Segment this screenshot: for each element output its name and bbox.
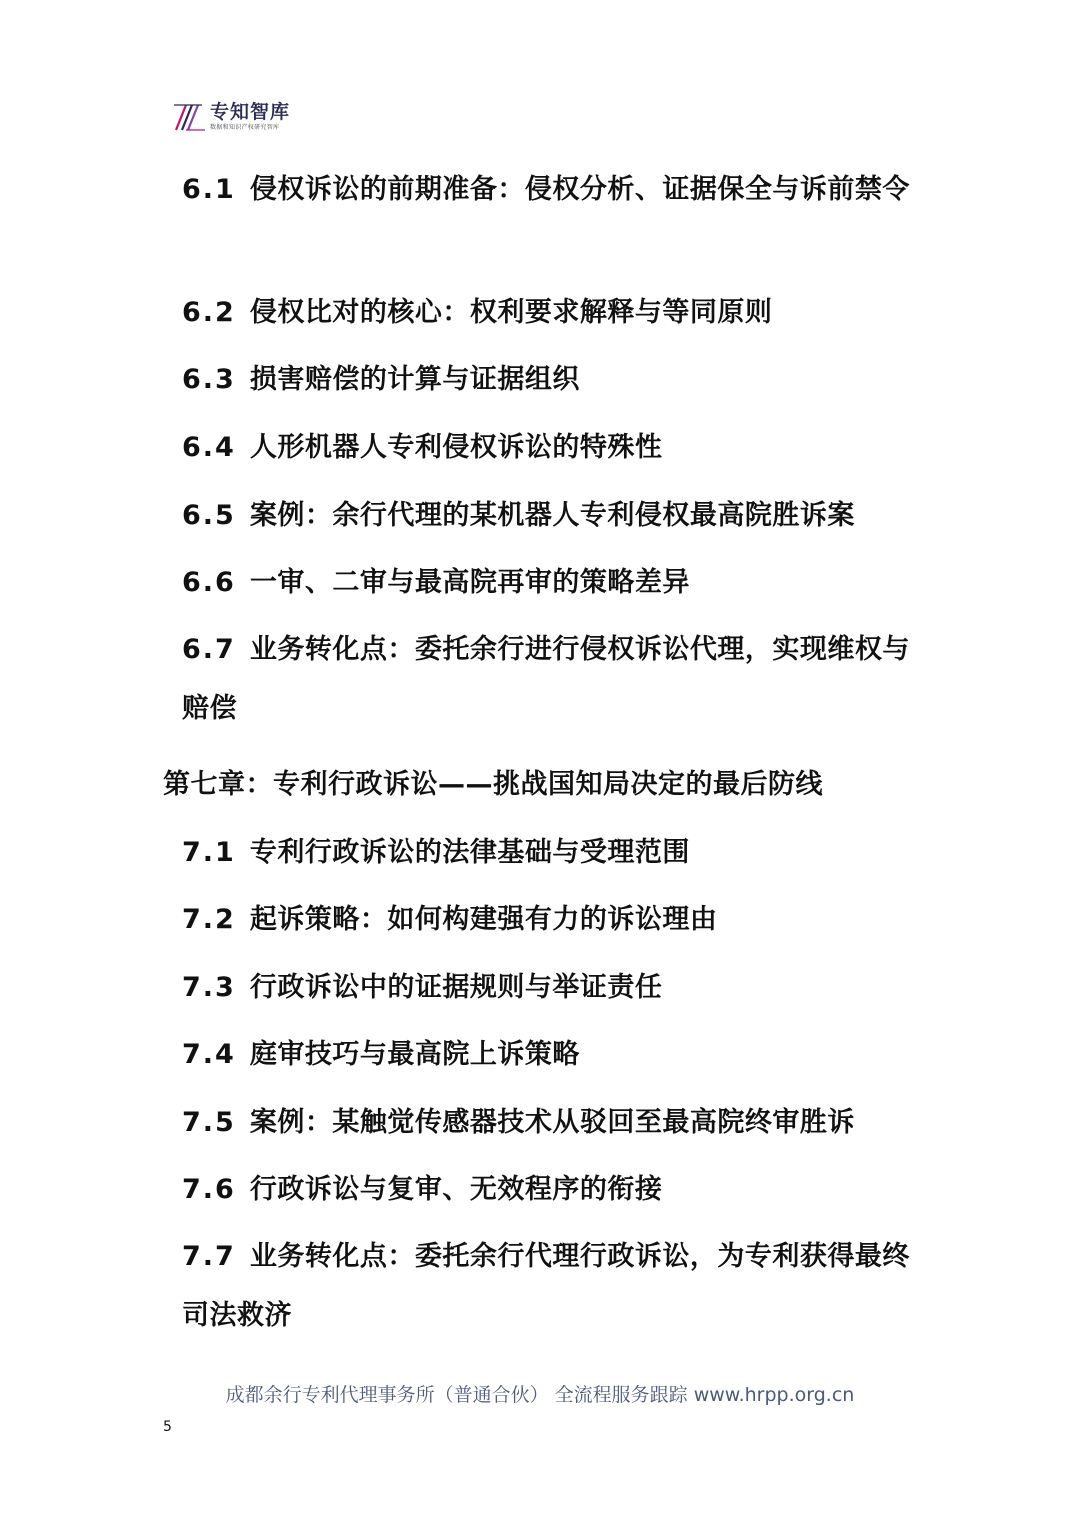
toc-item-6-6 [182,553,922,612]
toc-item-6-3 [182,350,922,409]
toc-number: 6.5 [182,500,236,531]
toc-text: 案例：余行代理的某机器人专利侵权最高院胜诉案 [249,500,855,531]
logo-name: 专知智库 [210,101,291,123]
toc-text: 人形机器人专利侵权诉讼的特殊性 [249,432,663,463]
toc-text: 起诉策略：如何构建强有力的诉讼理由 [249,904,718,935]
toc-item-7-2 [182,890,922,949]
toc-number: 6.1 [182,174,236,205]
toc-item-7-6 [182,1160,922,1219]
toc-item-7-4 [182,1025,922,1084]
logo-mark-icon [172,103,206,131]
toc-number: 6.2 [182,297,236,328]
chapter-heading: 第七章：专利行政诉讼——挑战国知局决定的最后防线 [163,769,823,800]
toc-text: 案例：某触觉传感器技术从驳回至最高院终审胜诉 [249,1107,855,1138]
toc-number: 6.6 [182,567,236,598]
toc-text: 庭审技巧与最高院上诉策略 [249,1039,580,1070]
toc-number: 7.1 [182,837,236,868]
toc-item-6-7 [182,620,922,738]
toc-item-7-5 [182,1093,922,1152]
toc-text: 损害赔偿的计算与证据组织 [249,364,580,395]
toc-text: 专利行政诉讼的法律基础与受理范围 [249,837,690,868]
toc-text: 业务转化点：委托余行代理行政诉讼，为专利获得最终司法救济 [182,1241,910,1331]
toc-item-7-7 [182,1227,922,1345]
company-logo [172,100,290,134]
toc-number: 6.7 [182,634,236,665]
toc-number: 7.6 [182,1174,236,1205]
toc-item-7-3 [182,958,922,1017]
toc-number: 7.3 [182,972,236,1003]
toc-number: 7.5 [182,1107,236,1138]
toc-text: 一审、二审与最高院再审的策略差异 [249,567,690,598]
toc-item-6-1 [182,160,922,219]
toc-number: 7.4 [182,1039,236,1070]
toc-item-6-2 [182,283,922,342]
page-footer: 成都余行专利代理事务所（普通合伙） 全流程服务跟踪 www.hrpp.org.cn [225,1384,855,1406]
toc-text: 侵权诉讼的前期准备：侵权分析、证据保全与诉前禁令 [249,174,910,205]
toc-text: 行政诉讼与复审、无效程序的衔接 [249,1174,663,1205]
toc-number: 7.7 [182,1241,236,1272]
toc-item-6-4 [182,418,922,477]
toc-text: 业务转化点：委托余行进行侵权诉讼代理，实现维权与赔偿 [182,634,910,724]
toc-number: 6.3 [182,364,236,395]
toc-item-6-5 [182,486,922,545]
toc-text: 行政诉讼中的证据规则与举证责任 [249,972,663,1003]
toc-number: 7.2 [182,904,236,935]
page-number: 5 [163,1419,172,1435]
toc-number: 6.4 [182,432,236,463]
toc-item-7-1 [182,823,922,882]
logo-subtitle: 数据和知识产权研究智库 [210,124,280,131]
toc-text: 侵权比对的核心：权利要求解释与等同原则 [249,297,773,328]
